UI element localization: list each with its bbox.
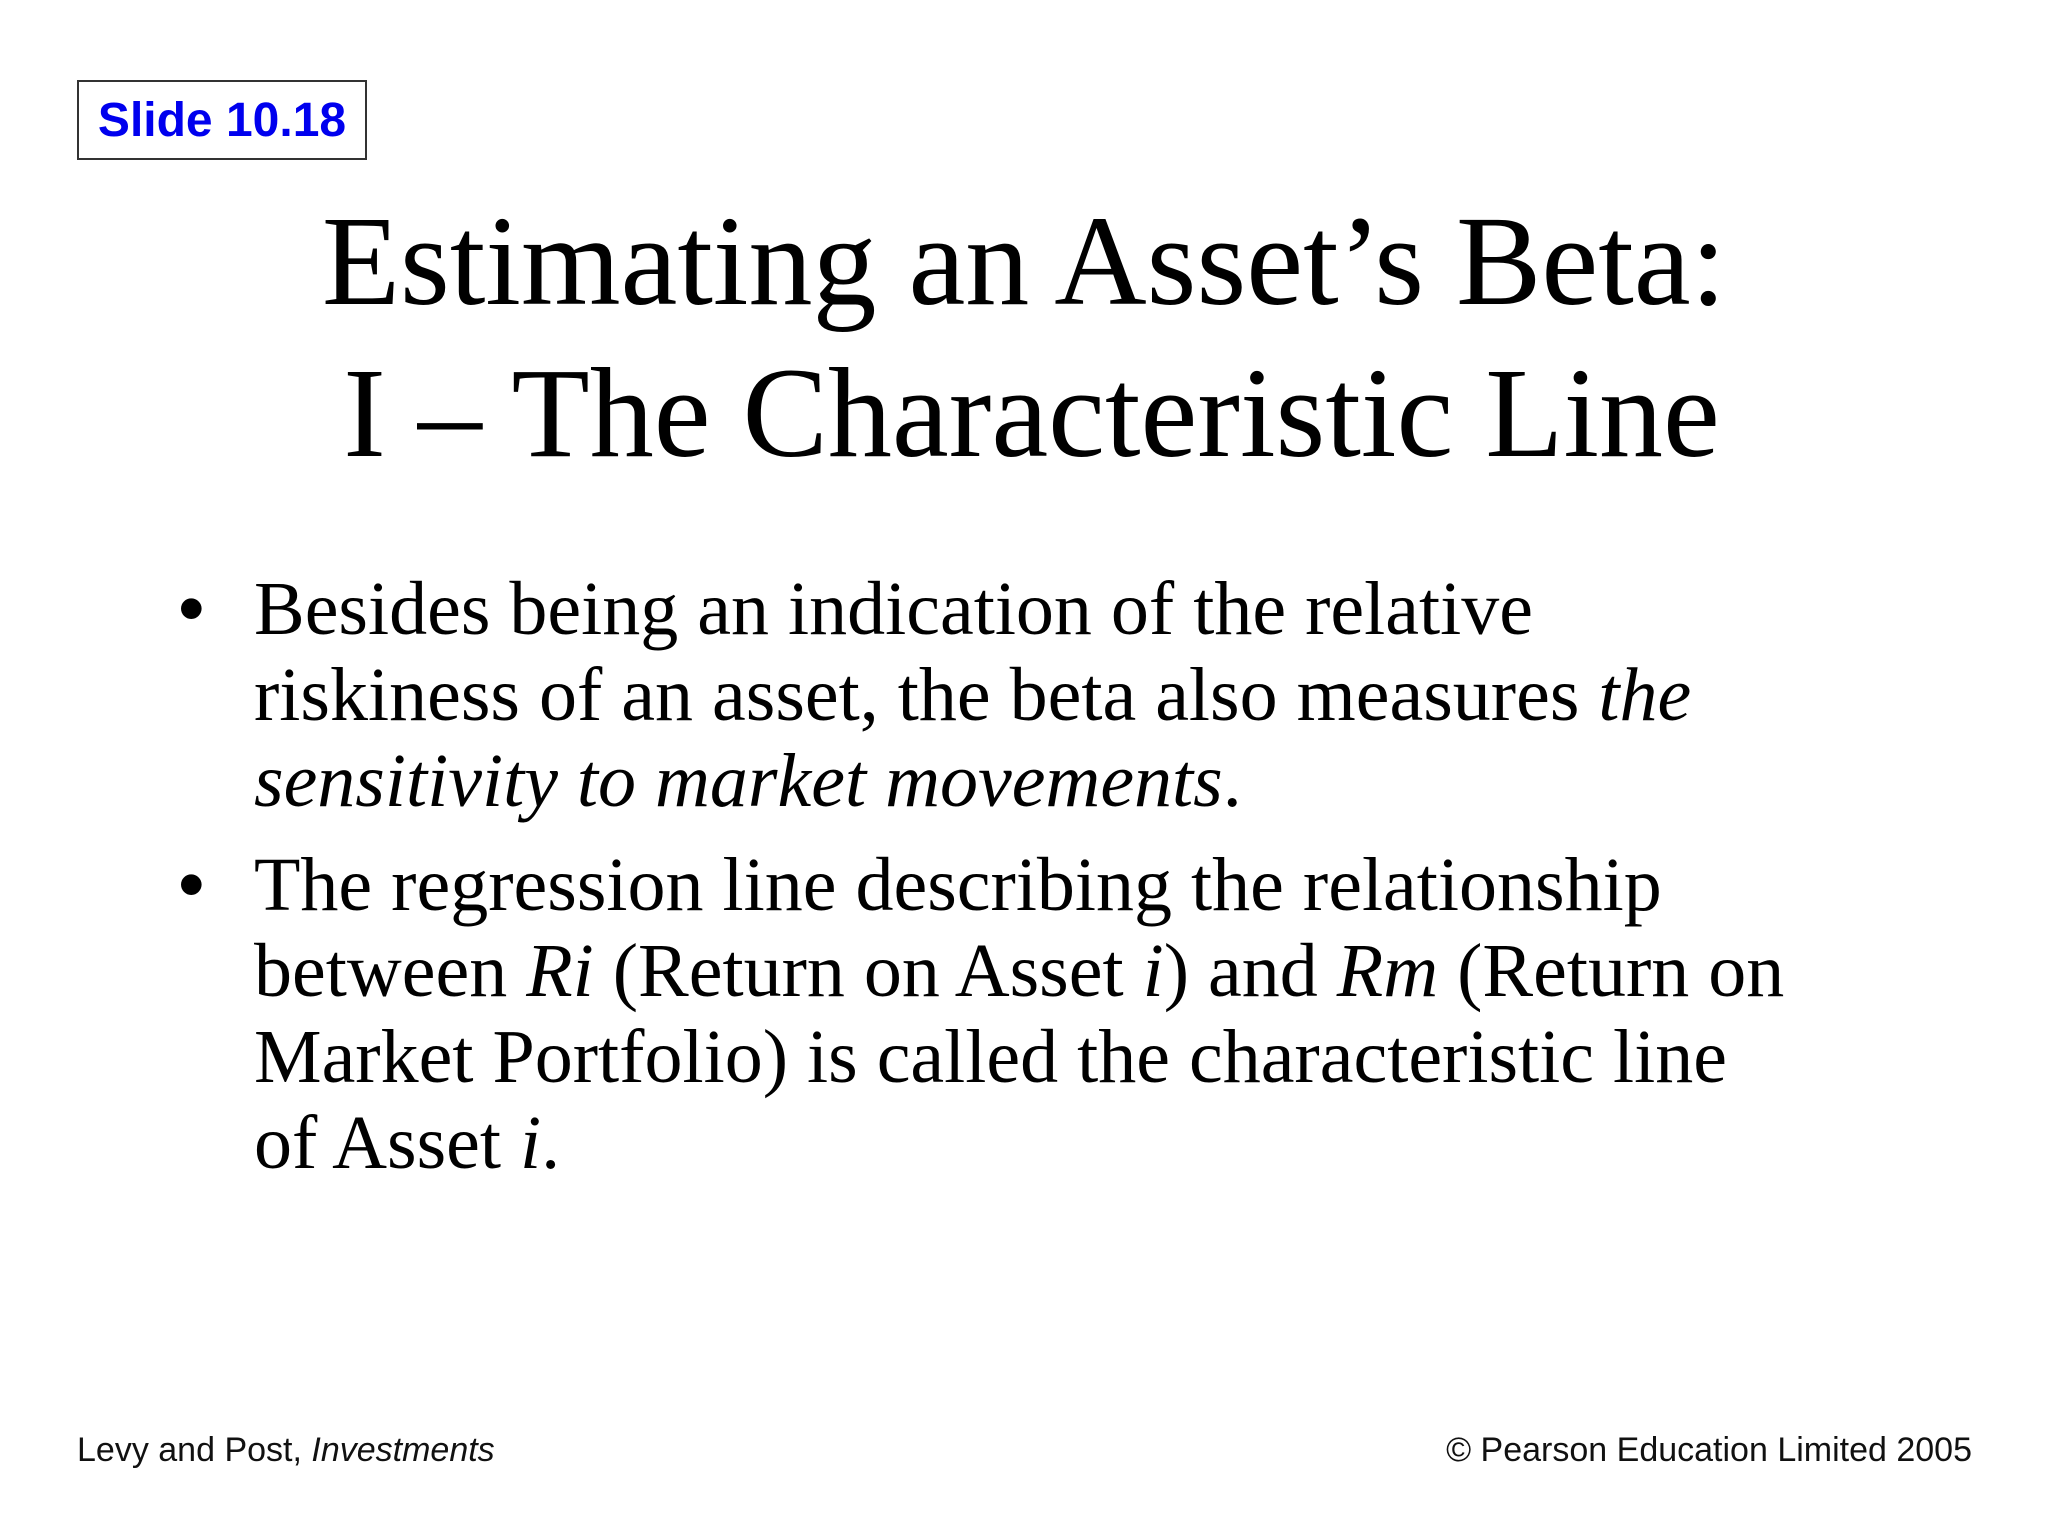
title-line-2: I – The Characteristic Line — [343, 342, 1720, 484]
footer-citation — [77, 1431, 495, 1470]
emphasis-text: i — [520, 1101, 542, 1185]
slide-number-badge: Slide 10.18 — [77, 80, 367, 160]
footer-copyright: © Pearson Education Limited 2005 — [1446, 1431, 1972, 1469]
text-run: riskiness of an asset, the beta also measures — [254, 653, 1599, 737]
text-run: Market Portfolio) is called the characteristic line — [254, 1015, 1727, 1099]
footer-authors: Levy and Post, — [77, 1431, 312, 1469]
emphasis-text: i — [1142, 929, 1164, 1013]
text-run: The regression line describing the relationship — [254, 843, 1662, 927]
emphasis-text: sensitivity to market movements — [254, 739, 1223, 823]
text-run: between — [254, 929, 527, 1013]
text-run: . — [1222, 739, 1242, 823]
emphasis-text: Rm — [1336, 929, 1439, 1013]
slide-title — [0, 185, 2048, 489]
bullet-line — [254, 842, 1890, 928]
bullet-line — [254, 1014, 1890, 1100]
title-line-1: Estimating an Asset’s Beta: — [321, 190, 1727, 332]
bullet-text — [254, 842, 1890, 1186]
emphasis-text: the — [1598, 653, 1692, 737]
bullet-line — [254, 738, 1890, 824]
text-run: Besides being an indication of the relative — [254, 567, 1533, 651]
bullet-icon: • — [178, 566, 205, 651]
text-run: of Asset — [254, 1101, 520, 1185]
footer-book-title: Investments — [311, 1431, 495, 1469]
emphasis-text: Ri — [526, 929, 594, 1013]
bullet-icon: • — [178, 842, 205, 927]
bullet-item-2 — [170, 842, 1890, 1186]
bullet-line — [254, 566, 1890, 652]
bullet-line — [254, 1100, 1890, 1186]
text-run: (Return on Asset — [593, 929, 1143, 1013]
bullet-text — [254, 566, 1890, 824]
text-run: ) and — [1163, 929, 1337, 1013]
bullet-item-1 — [170, 566, 1890, 824]
bullet-list — [170, 566, 1890, 1204]
text-run: (Return on — [1438, 929, 1785, 1013]
text-run: . — [541, 1101, 561, 1185]
bullet-line — [254, 652, 1890, 738]
bullet-line — [254, 928, 1890, 1014]
